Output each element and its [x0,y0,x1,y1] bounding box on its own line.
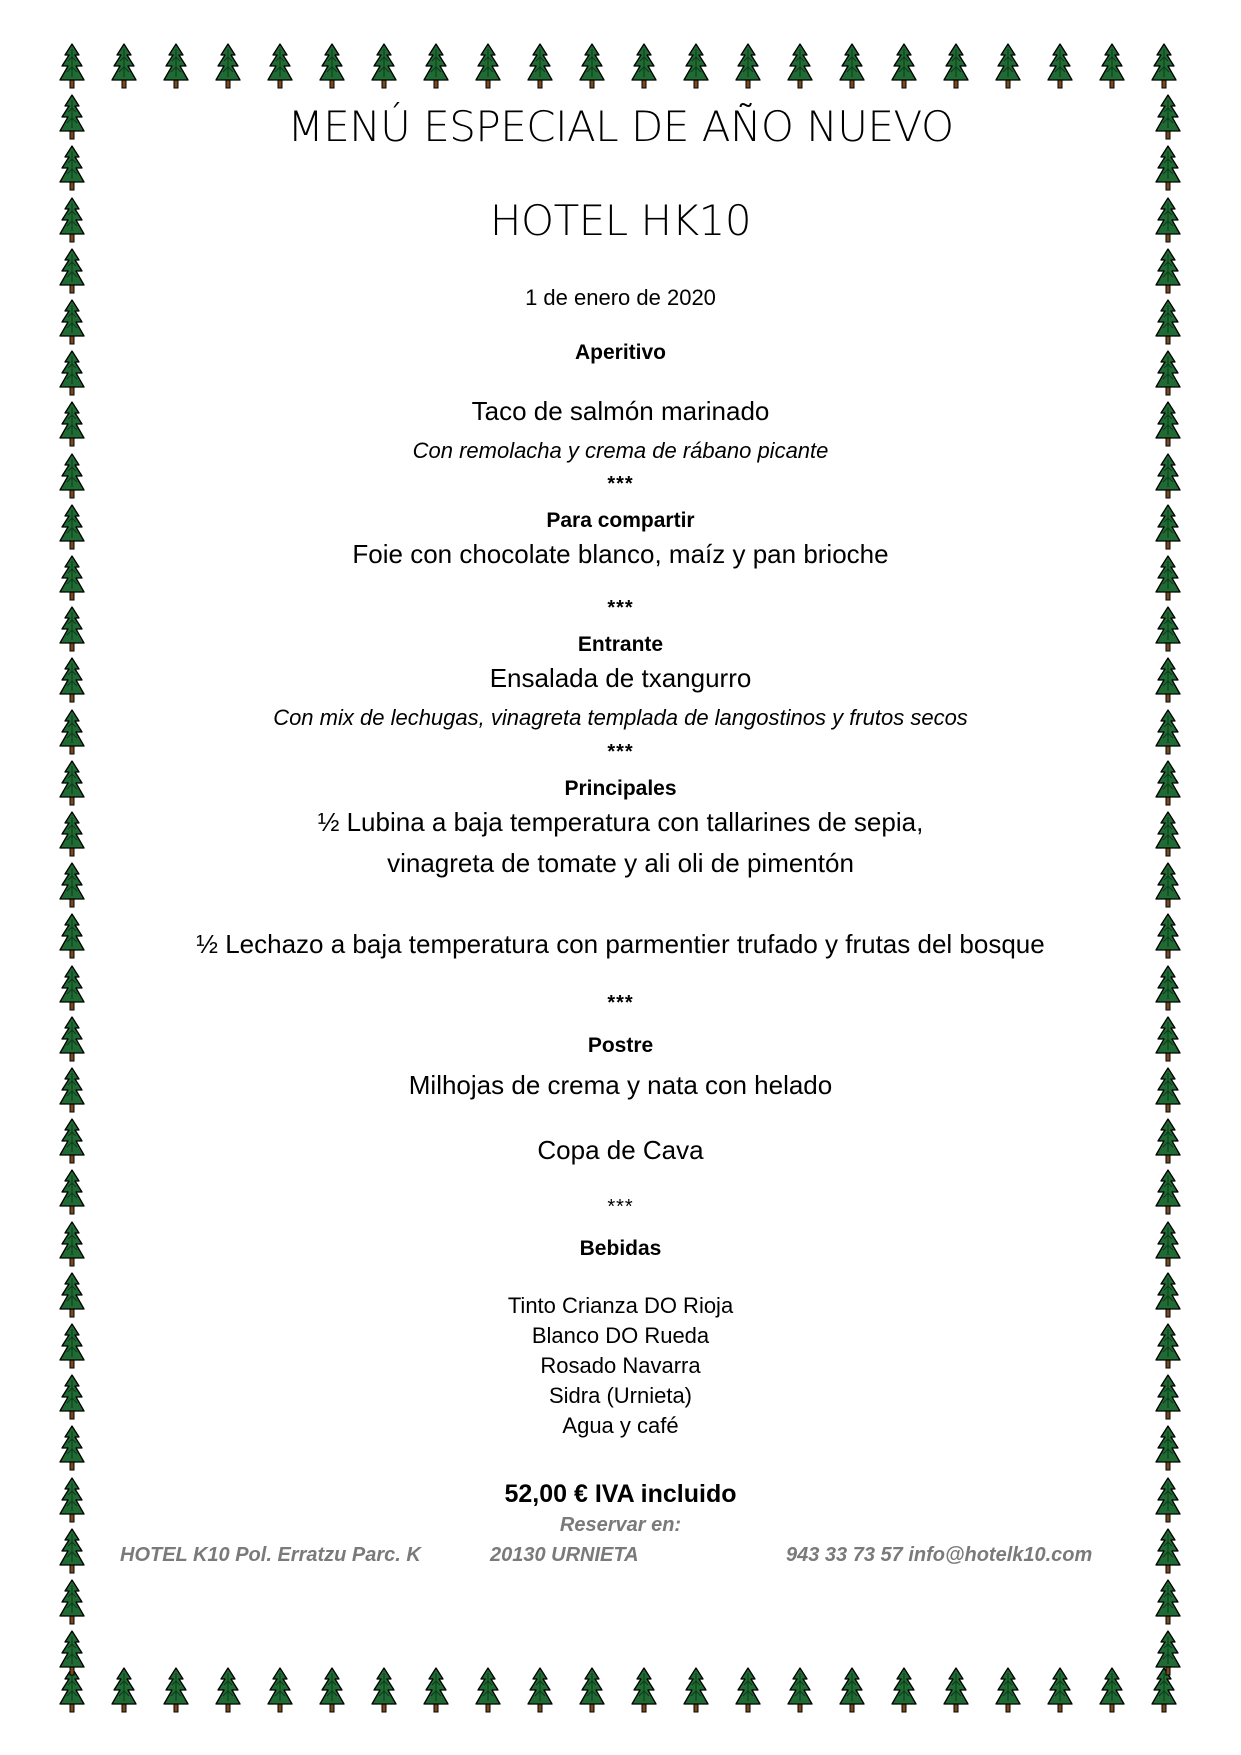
pine-tree-icon [423,43,449,89]
pine-tree-icon [59,43,85,89]
pine-tree-icon [943,1667,969,1713]
pine-tree-icon [579,43,605,89]
section-heading-postre: Postre [587,1034,654,1057]
dish-principal-1-line-2: vinagreta de tomate y ali oli de pimentón [387,848,854,878]
pine-tree-icon [59,145,85,191]
pine-tree-icon [787,1667,813,1713]
section-heading-compartir: Para compartir [546,509,695,532]
pine-tree-icon [319,43,345,89]
dish-note-entrante: Con mix de lechugas, vinagreta templada de langostinos y frutos secos [273,705,968,730]
pine-tree-icon [1099,43,1125,89]
pine-tree-icon [319,1667,345,1713]
dish-postre-extra: Copa de Cava [537,1135,704,1165]
pine-tree-icon [787,43,813,89]
separator: *** [607,741,634,763]
section-heading-aperitivo: Aperitivo [574,341,666,364]
pine-tree-icon [1151,43,1177,89]
pine-tree-icon [111,43,137,89]
dish-note-aperitivo: Con remolacha y crema de rábano picante [412,438,829,463]
drink-item: Blanco DO Rueda [531,1323,710,1348]
pine-tree-icon [891,1667,917,1713]
pine-tree-icon [683,1667,709,1713]
hotel-postal: 20130 URNIETA [490,1544,639,1566]
hotel-address: HOTEL K10 Pol. Erratzu Parc. K [120,1544,421,1566]
pine-tree-icon [891,43,917,89]
separator: *** [607,992,634,1014]
dish-principal-2: ½ Lechazo a baja temperatura con parmentier trufado y frutas del bosque [196,929,1045,959]
pine-tree-icon [1047,43,1073,89]
pine-tree-icon [267,43,293,89]
pine-tree-icon [267,1667,293,1713]
pine-tree-icon [215,1667,241,1713]
pine-tree-icon [527,1667,553,1713]
pine-tree-icon [735,1667,761,1713]
pine-tree-icon [683,43,709,89]
pine-tree-icon [59,1630,85,1676]
reserve-label: Reservar en: [559,1514,682,1536]
dish-principal-1-line-1: ½ Lubina a baja temperatura con tallarines de sepia, [317,807,924,837]
pine-tree-icon [163,43,189,89]
dish-compartir: Foie con chocolate blanco, maíz y pan brioche [352,539,889,569]
pine-tree-icon [631,1667,657,1713]
hotel-contact: 943 33 73 57 info@hotelk10.com [786,1544,1093,1566]
pine-tree-icon [579,1667,605,1713]
pine-tree-icon [371,43,397,89]
pine-tree-icon [943,43,969,89]
drink-item: Rosado Navarra [540,1353,701,1378]
separator: *** [607,473,634,495]
pine-tree-icon [631,43,657,89]
section-heading-principales: Principales [564,777,677,800]
pine-tree-icon [111,1667,137,1713]
pine-tree-icon [839,1667,865,1713]
dish-postre: Milhojas de crema y nata con helado [408,1070,833,1100]
pine-tree-icon [527,43,553,89]
pine-tree-icon [475,43,501,89]
pine-tree-icon [839,43,865,89]
pine-tree-icon [371,1667,397,1713]
hotel-name: HOTEL HK10 [489,196,752,245]
section-heading-entrante: Entrante [577,633,664,656]
menu-title: MENÚ ESPECIAL DE AÑO NUEVO [287,102,954,151]
pine-tree-icon [163,1667,189,1713]
section-heading-bebidas: Bebidas [579,1237,662,1260]
separator: *** [607,1196,634,1218]
pine-tree-icon [1155,1630,1181,1676]
pine-tree-icon [475,1667,501,1713]
separator: *** [607,597,634,619]
pine-tree-icon [735,43,761,89]
menu-date: 1 de enero de 2020 [525,285,716,310]
pine-tree-icon [215,43,241,89]
pine-tree-icon [1047,1667,1073,1713]
drink-item: Tinto Crianza DO Rioja [507,1293,734,1318]
pine-tree-icon [1155,145,1181,191]
pine-tree-icon [1155,1579,1181,1625]
drink-item: Agua y café [562,1413,679,1438]
pine-tree-icon [59,1579,85,1625]
pine-tree-icon [1099,1667,1125,1713]
pine-tree-icon [1151,1667,1177,1713]
pine-tree-icon [995,1667,1021,1713]
dish-entrante: Ensalada de txangurro [489,663,752,693]
pine-tree-icon [423,1667,449,1713]
pine-tree-icon [59,1667,85,1713]
dish-aperitivo: Taco de salmón marinado [471,396,770,426]
drink-item: Sidra (Urnieta) [548,1383,693,1408]
menu-price: 52,00 € IVA incluido [504,1480,737,1508]
pine-tree-icon [995,43,1021,89]
